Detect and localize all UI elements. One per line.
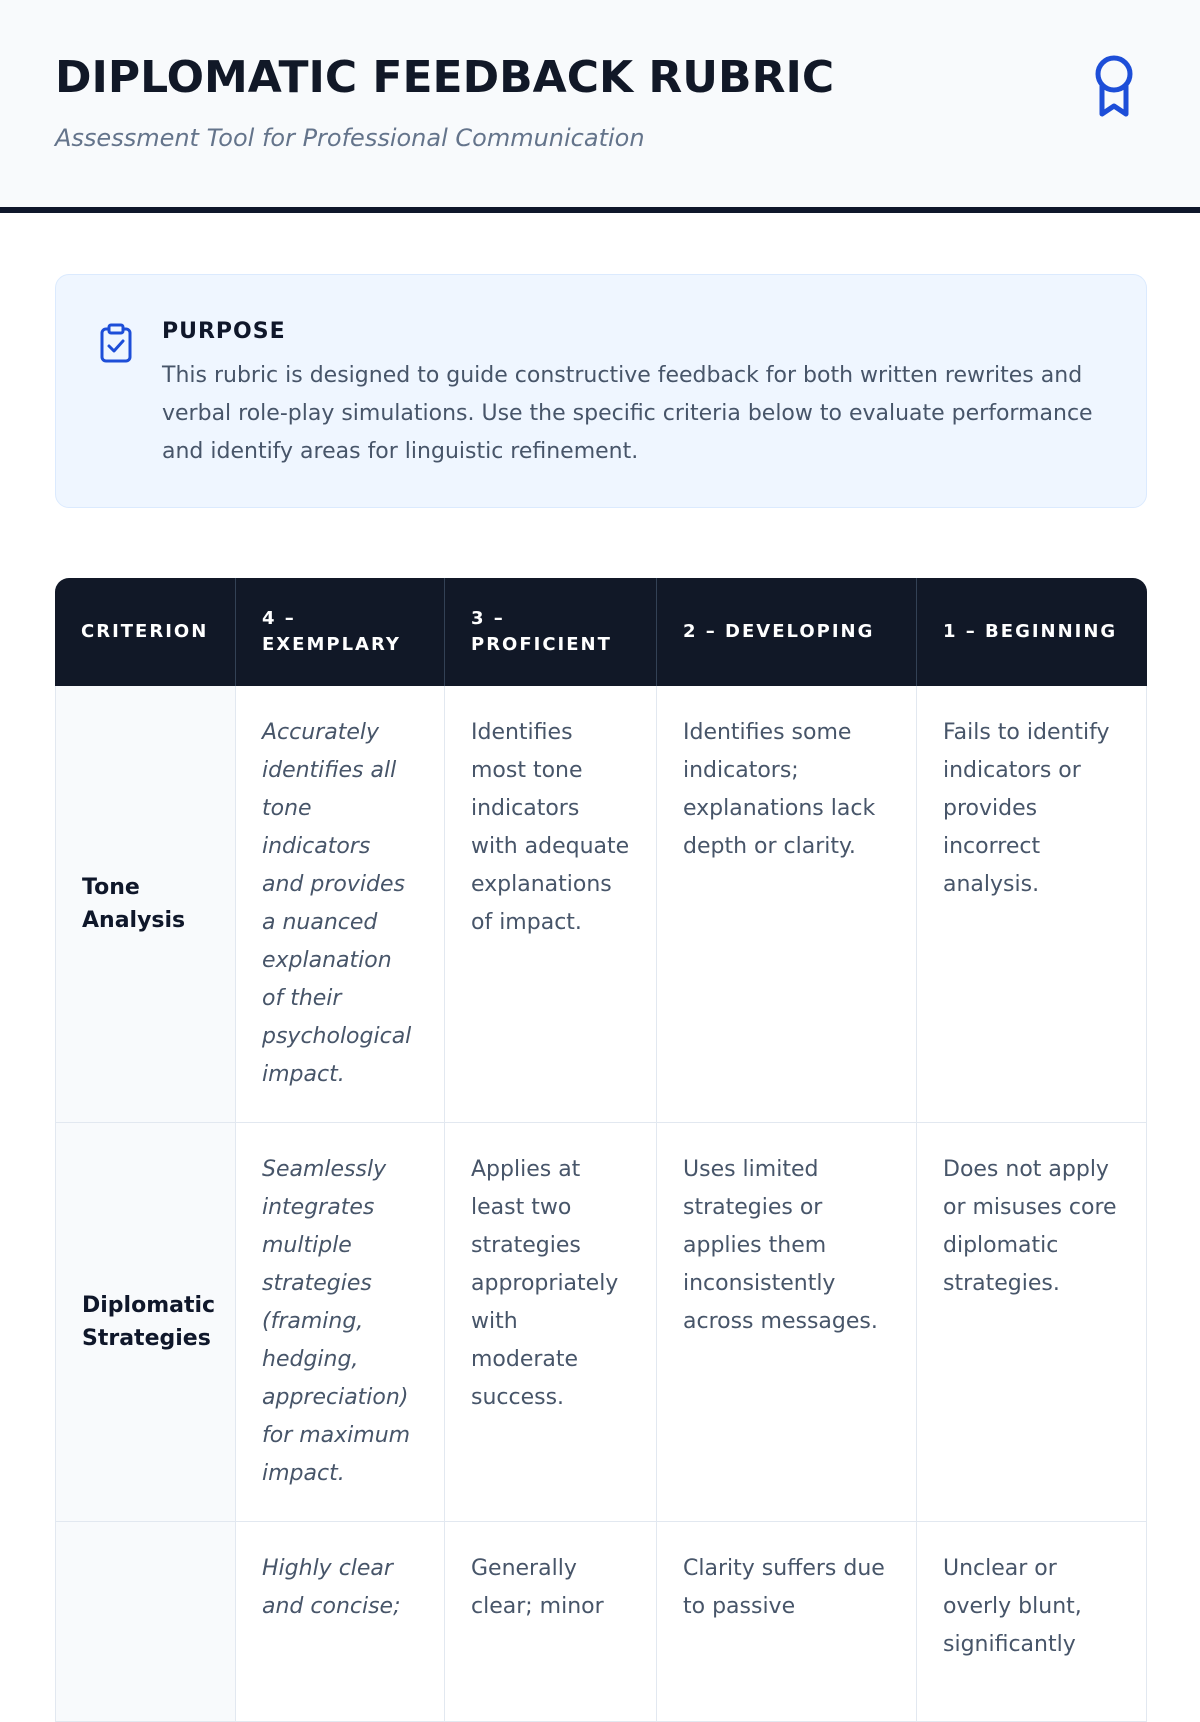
header-proficient: 3 – PROFICIENT bbox=[445, 578, 657, 686]
criterion-cell: Tone Analysis bbox=[55, 686, 236, 1123]
purpose-label: PURPOSE bbox=[162, 319, 286, 344]
proficient-cell: Generally clear; minor bbox=[445, 1522, 657, 1722]
criterion-cell bbox=[55, 1522, 236, 1722]
rubric-row-diplomatic-strategies bbox=[55, 1123, 1147, 1522]
proficient-cell: Applies at least two strategies appropriately with moderate success. bbox=[445, 1123, 657, 1522]
header-criterion: CRITERION bbox=[55, 578, 236, 686]
header-exemplary: 4 – EXEMPLARY bbox=[236, 578, 445, 686]
header-beginning: 1 – BEGINNING bbox=[917, 578, 1147, 686]
exemplary-cell: Seamlessly integrates multiple strategies (framing, hedging, appreciation) for maximum impact. bbox=[236, 1123, 445, 1522]
rubric-header-row bbox=[55, 578, 1147, 686]
exemplary-cell: Accurately identifies all tone indicators and provides a nuanced explanation of their psychological impact. bbox=[236, 686, 445, 1123]
page-header bbox=[0, 0, 1200, 213]
exemplary-cell: Highly clear and concise; bbox=[236, 1522, 445, 1722]
page-subtitle: Assessment Tool for Professional Communication bbox=[55, 124, 645, 152]
developing-cell: Uses limited strategies or applies them inconsistently across messages. bbox=[657, 1123, 917, 1522]
page-title: DIPLOMATIC FEEDBACK RUBRIC bbox=[55, 52, 835, 103]
developing-cell: Identifies some indicators; explanations lack depth or clarity. bbox=[657, 686, 917, 1123]
proficient-cell: Identifies most tone indicators with adequate explanations of impact. bbox=[445, 686, 657, 1123]
clipboard-check-icon bbox=[98, 323, 134, 363]
rubric-row-tone-analysis bbox=[55, 686, 1147, 1123]
purpose-text: This rubric is designed to guide constructive feedback for both written rewrites and verbal role-play simulations. Use the specific criteria below to evaluate performance and identify areas for linguistic refinement. bbox=[162, 363, 1093, 464]
award-ribbon-icon bbox=[1090, 54, 1138, 120]
header-developing: 2 – DEVELOPING bbox=[657, 578, 917, 686]
purpose-callout bbox=[55, 274, 1147, 508]
criterion-cell: Diplomatic Strategies bbox=[55, 1123, 236, 1522]
beginning-cell: Unclear or overly blunt, significantly bbox=[917, 1522, 1147, 1722]
beginning-cell: Does not apply or misuses core diplomatic strategies. bbox=[917, 1123, 1147, 1522]
rubric-row-clarity bbox=[55, 1522, 1147, 1722]
developing-cell: Clarity suffers due to passive bbox=[657, 1522, 917, 1722]
beginning-cell: Fails to identify indicators or provides incorrect analysis. bbox=[917, 686, 1147, 1123]
rubric-table bbox=[55, 578, 1147, 1722]
